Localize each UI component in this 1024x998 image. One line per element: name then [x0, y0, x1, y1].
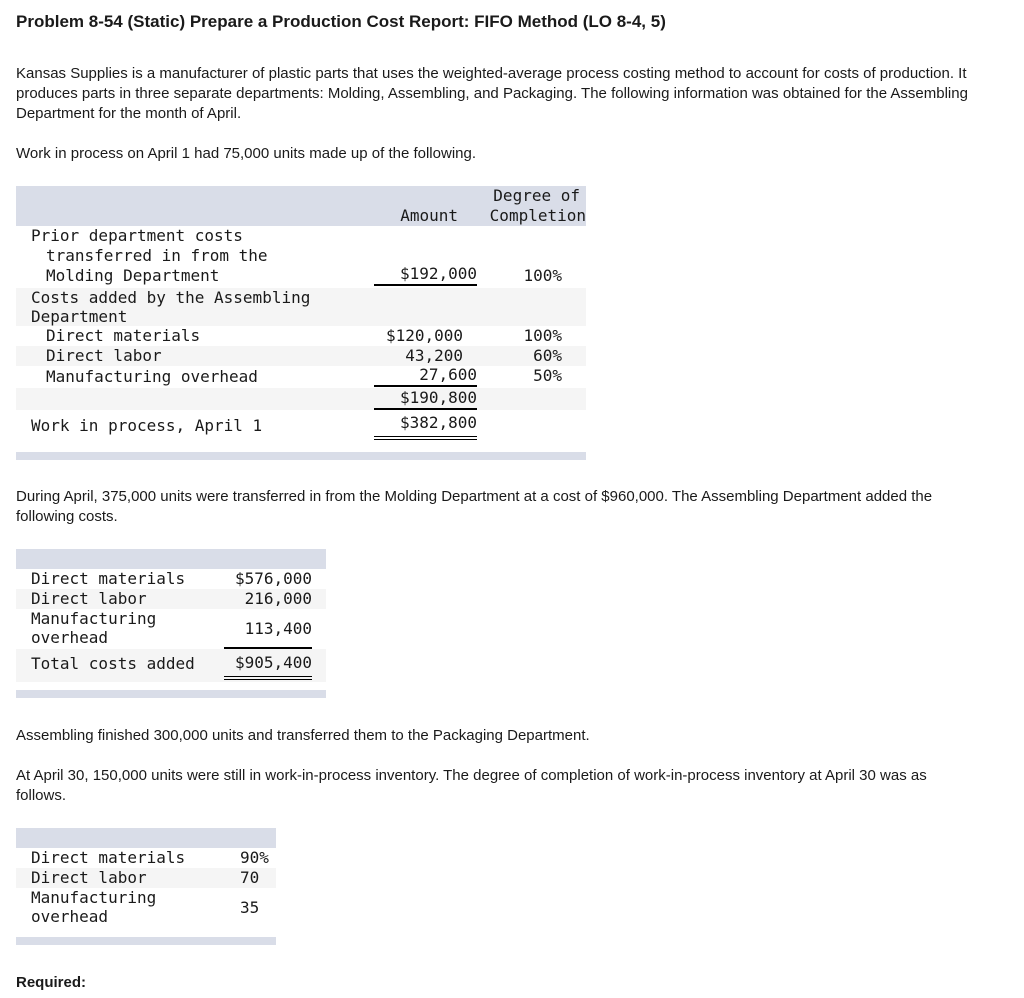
percent: 35 [240, 898, 260, 917]
amount: 27,600 [374, 365, 477, 387]
row-label: overhead [31, 907, 109, 926]
row-label: Manufacturing [31, 609, 157, 628]
percent: 90% [240, 848, 269, 867]
degree: 60% [533, 346, 562, 365]
table-row [16, 388, 586, 410]
row-label: Direct labor [46, 346, 162, 365]
col-degree-2: Completion [489, 206, 586, 225]
during-paragraph: During April, 375,000 units were transferred in from the Molding Department at a cost of $960,000. The Assembling Department added the following costs. [16, 488, 933, 525]
amount: $576,000 [234, 569, 312, 588]
row-label: Prior department costs [31, 226, 243, 245]
table-row [16, 226, 586, 288]
row-label: Costs added by the Assembling [31, 288, 311, 307]
table-row [16, 649, 326, 682]
degree: 100% [523, 326, 562, 345]
row-label: Department [31, 307, 128, 326]
row-label: Direct materials [46, 326, 201, 345]
required-heading: Required: [16, 974, 87, 991]
table-row [16, 848, 276, 868]
degree: 50% [533, 366, 562, 385]
wip-april1-table [16, 186, 586, 460]
row-label: Total costs added [31, 654, 195, 673]
table-row [16, 346, 586, 366]
row-label: Direct materials [31, 848, 186, 867]
subtotal: $190,800 [374, 388, 477, 410]
col-amount: Amount [400, 206, 458, 225]
wip-april30-table [16, 828, 276, 945]
table-row [16, 326, 586, 346]
table-row [16, 569, 326, 589]
table-row [16, 410, 586, 452]
amount: $120,000 [385, 326, 463, 345]
wip-total: $382,800 [374, 413, 477, 440]
intro-paragraph: Kansas Supplies is a manufacturer of plastic parts that uses the weighted-average process costing method to account for costs of production. It produces parts in three separate departments: Molding, Assembling, and Packaging. The following information was obtained for the Assembling Department for the month of April. [16, 65, 968, 122]
row-label: transferred in from the [46, 246, 268, 265]
amount: $192,000 [374, 264, 477, 286]
amount: 113,400 [224, 619, 312, 649]
table-row [16, 609, 326, 649]
col-degree-1: Degree of [493, 186, 580, 205]
costs-added-table [16, 549, 326, 698]
table-row [16, 868, 276, 888]
row-label: Manufacturing [31, 888, 157, 907]
row-label: Work in process, April 1 [31, 416, 263, 435]
table-row [16, 366, 586, 388]
table-row [16, 888, 276, 928]
total-costs-added: $905,400 [224, 653, 312, 680]
amount: 216,000 [244, 589, 312, 608]
row-label: Direct labor [31, 589, 147, 608]
finished-paragraph: Assembling finished 300,000 units and transferred them to the Packaging Department. [16, 727, 590, 744]
row-label: Manufacturing overhead [46, 367, 258, 386]
april30-paragraph: At April 30, 150,000 units were still in work-in-process inventory. The degree of completion of work-in-process inventory at April 30 was as follows. [16, 767, 927, 804]
problem-title: Problem 8-54 (Static) Prepare a Production Cost Report: FIFO Method (LO 8-4, 5) [16, 12, 666, 31]
row-label: overhead [31, 628, 109, 647]
table-row [16, 589, 326, 609]
amount: 43,200 [405, 346, 463, 365]
row-label: Direct labor [31, 868, 147, 887]
wip-intro: Work in process on April 1 had 75,000 units made up of the following. [16, 145, 476, 162]
table-row [16, 288, 586, 326]
row-label: Molding Department [46, 266, 220, 285]
percent: 70 [240, 868, 260, 887]
row-label: Direct materials [31, 569, 186, 588]
degree: 100% [523, 266, 562, 285]
